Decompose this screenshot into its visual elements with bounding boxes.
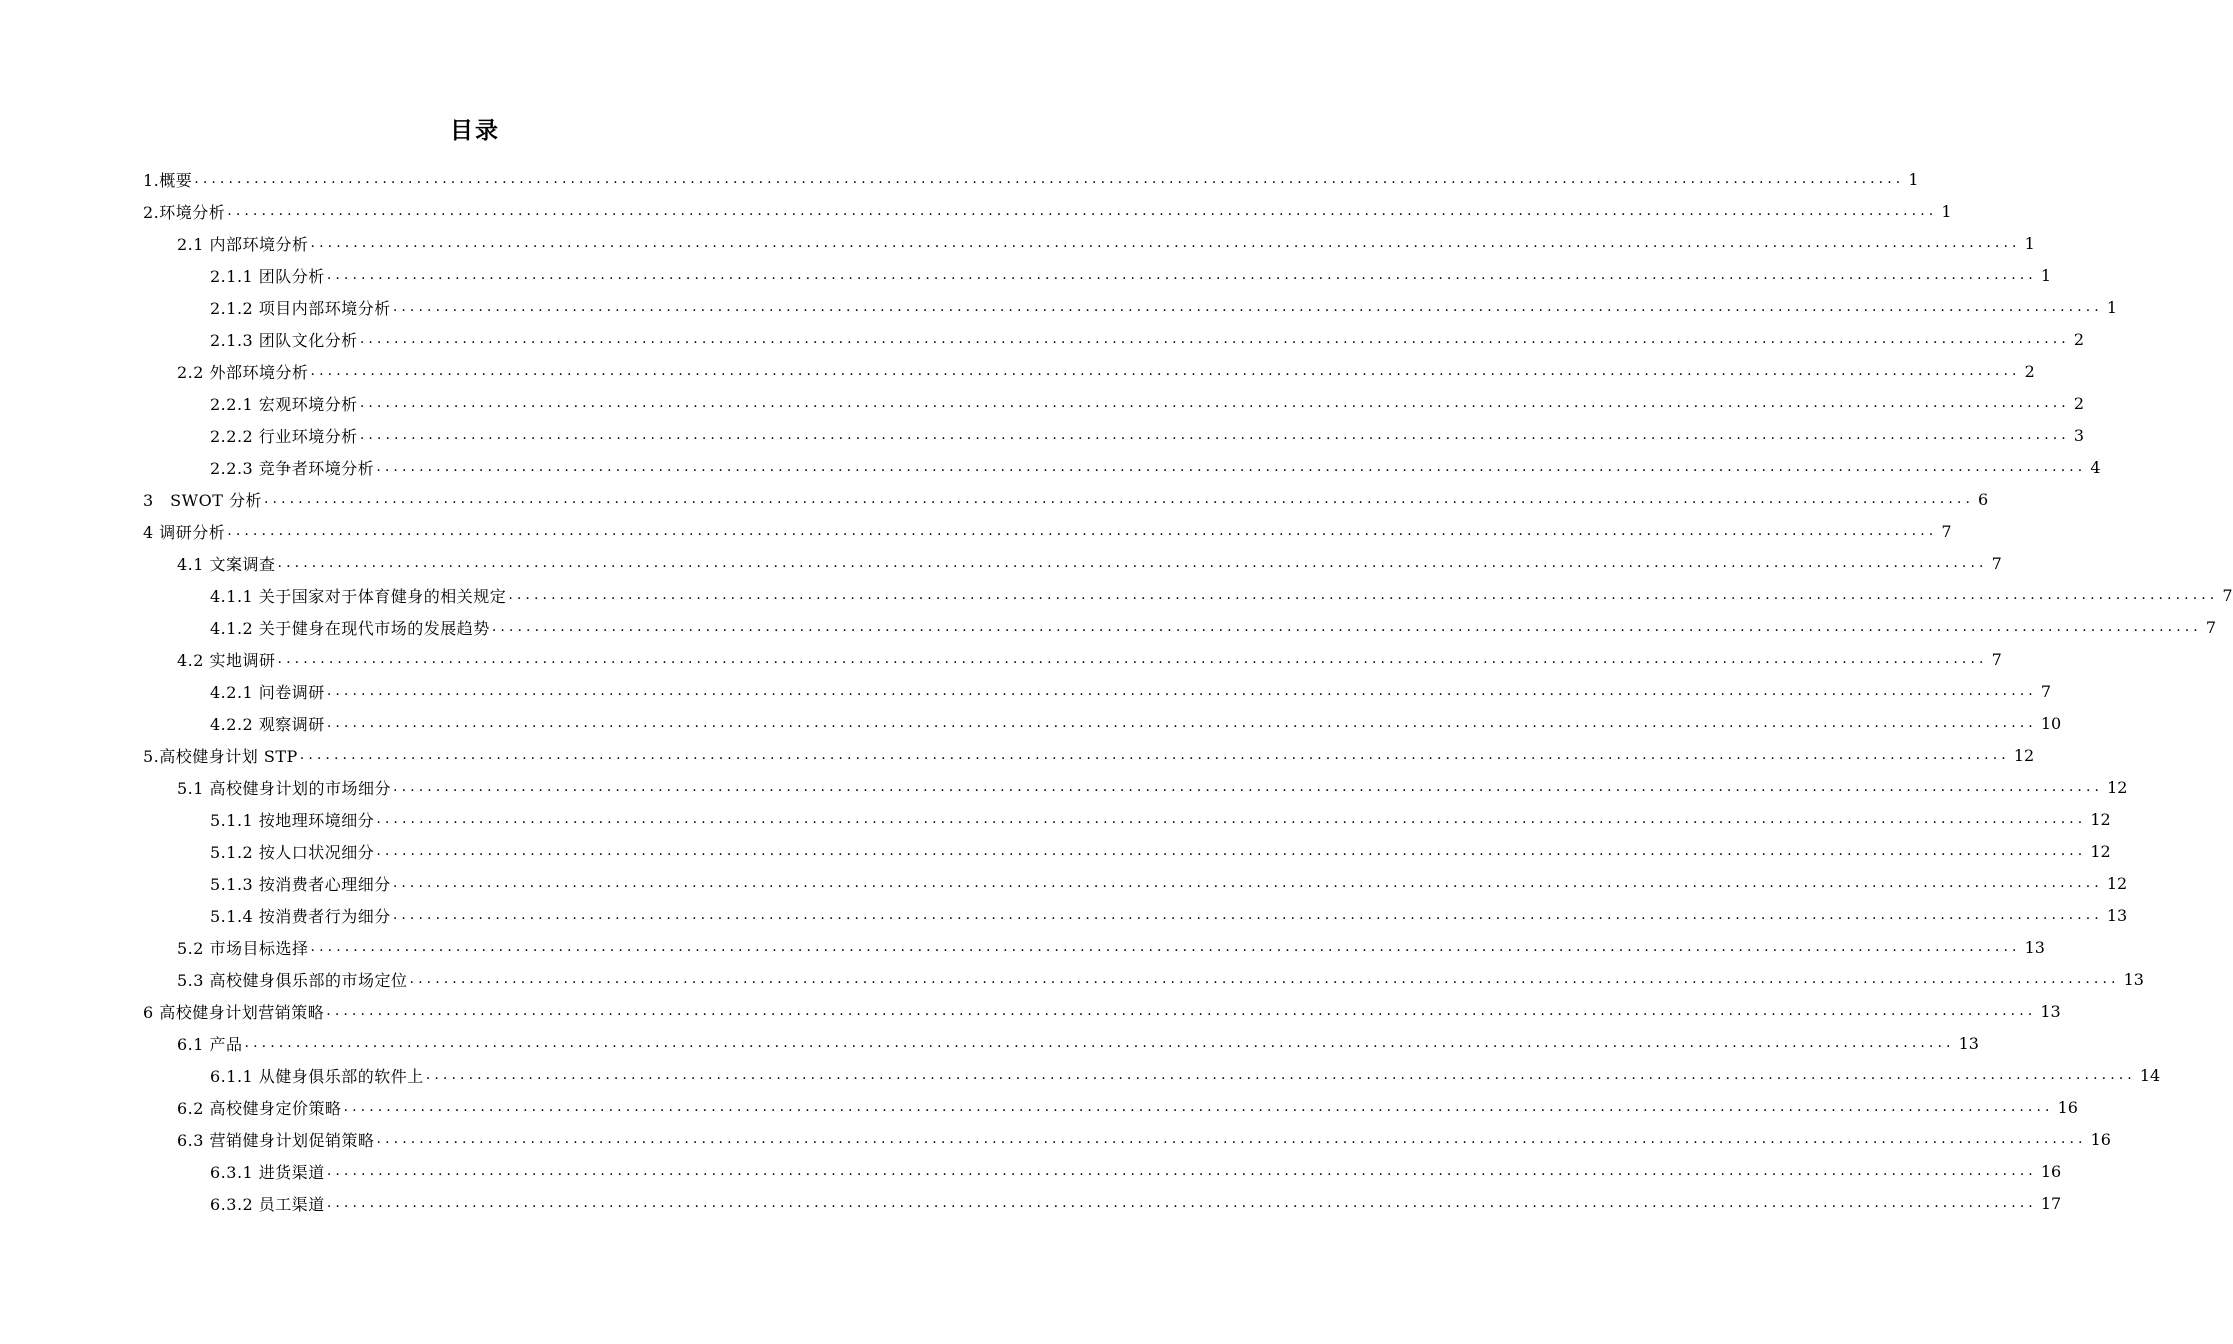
toc-entry-title: 2.2.3 竞争者环境分析	[210, 458, 375, 478]
toc-entry[interactable]	[143, 515, 1952, 547]
toc-entry[interactable]	[210, 1187, 2062, 1219]
toc-entry-title: 5.1.4 按消费者行为细分	[210, 906, 391, 926]
dot-leader: ........................................................................................................................................................................................................	[392, 299, 2103, 315]
toc-entry-title: 1.概要	[143, 170, 193, 190]
toc-entry[interactable]	[177, 227, 2035, 259]
dot-leader: ........................................................................................................................................................................................................	[508, 587, 2219, 603]
toc-entry-page-number: 13	[2106, 905, 2128, 925]
toc-entry-title: 4 调研分析	[143, 522, 226, 542]
dot-leader: ........................................................................................................................................................................................................	[343, 1099, 2054, 1115]
toc-entry-title: 5.3 高校健身俱乐部的市场定位	[177, 970, 408, 990]
toc-entry[interactable]	[177, 963, 2144, 995]
dot-leader: ........................................................................................................................................................................................................	[409, 971, 2120, 987]
dot-leader: ........................................................................................................................................................................................................	[299, 747, 2010, 763]
toc-entry-page-number: 13	[2123, 969, 2144, 989]
toc-entry[interactable]	[210, 803, 2111, 835]
toc-entry[interactable]	[210, 707, 2062, 739]
toc-entry-title: 4.2.2 观察调研	[210, 714, 325, 734]
toc-entry-page-number: 1	[2040, 265, 2052, 285]
dot-leader: ........................................................................................................................................................................................................	[326, 683, 2037, 699]
toc-entry-title: 2.1 内部环境分析	[177, 234, 309, 254]
dot-leader: ........................................................................................................................................................................................................	[359, 427, 2070, 443]
toc-entry[interactable]	[210, 291, 2118, 323]
toc-entry-title: 4.1.1 关于国家对于体育健身的相关规定	[210, 586, 507, 606]
toc-entry[interactable]	[143, 739, 2035, 771]
dot-leader: ........................................................................................................................................................................................................	[425, 1067, 2136, 1083]
toc-entry[interactable]	[210, 451, 2101, 483]
toc-entry-page-number: 3	[2073, 425, 2085, 445]
dot-leader: ........................................................................................................................................................................................................	[227, 523, 1938, 539]
toc-entry[interactable]	[210, 387, 2085, 419]
toc-entry-page-number: 6	[1978, 489, 1989, 509]
toc-entry-page-number: 16	[2057, 1097, 2078, 1117]
toc-entry[interactable]	[143, 163, 1919, 195]
toc-entry[interactable]	[210, 899, 2128, 931]
toc-entry[interactable]	[177, 1091, 2078, 1123]
toc-entry-page-number: 1	[2024, 233, 2035, 253]
toc-entry-page-number: 13	[2024, 937, 2045, 957]
toc-entry-title: 2.环境分析	[143, 202, 226, 222]
toc-entry-page-number: 13	[2040, 1001, 2061, 1021]
toc-entry-page-number: 12	[2013, 745, 2035, 765]
toc-entry[interactable]	[210, 835, 2111, 867]
dot-leader: ........................................................................................................................................................................................................	[326, 1163, 2037, 1179]
toc-entry-page-number: 14	[2139, 1065, 2161, 1085]
dot-leader: ........................................................................................................................................................................................................	[277, 555, 1988, 571]
toc-entry-page-number: 7	[2222, 585, 2233, 605]
dot-leader: ........................................................................................................................................................................................................	[227, 203, 1938, 219]
toc-entry-title: 5.高校健身计划 STP	[143, 746, 298, 766]
toc-entry[interactable]	[177, 1027, 1979, 1059]
toc-entry-title: 2.1.3 团队文化分析	[210, 330, 358, 350]
toc-entry-page-number: 17	[2040, 1193, 2062, 1213]
toc-entry-title: 2.2 外部环境分析	[177, 362, 309, 382]
dot-leader: ........................................................................................................................................................................................................	[392, 907, 2103, 923]
dot-leader: ........................................................................................................................................................................................................	[376, 459, 2087, 475]
toc-entry[interactable]	[177, 1123, 2111, 1155]
toc-entry-page-number: 7	[1991, 553, 2002, 573]
dot-leader: ........................................................................................................................................................................................................	[491, 619, 2202, 635]
toc-entry-title: 2.1.1 团队分析	[210, 266, 325, 286]
toc-entry[interactable]	[143, 483, 1989, 515]
dot-leader: ........................................................................................................................................................................................................	[326, 715, 2037, 731]
toc-entry[interactable]	[177, 547, 2002, 579]
toc-entry-page-number: 12	[2090, 841, 2111, 861]
toc-entry-page-number: 16	[2040, 1161, 2062, 1181]
toc-entry-title: 6.3.2 员工渠道	[210, 1194, 325, 1214]
toc-entry[interactable]	[210, 1059, 2161, 1091]
toc-entry-title: 6.1.1 从健身俱乐部的软件上	[210, 1066, 424, 1086]
dot-leader: ........................................................................................................................................................................................................	[359, 395, 2070, 411]
toc-entry-page-number: 12	[2107, 777, 2128, 797]
toc-entry[interactable]	[210, 259, 2052, 291]
toc-entry-page-number: 7	[1991, 649, 2002, 669]
toc-entry-page-number: 10	[2040, 713, 2062, 733]
toc-entry-page-number: 1	[2106, 297, 2118, 317]
toc-entry[interactable]	[177, 771, 2128, 803]
toc-entry-title: 5.1.3 按消费者心理细分	[210, 874, 391, 894]
toc-entry-page-number: 7	[2040, 681, 2052, 701]
toc-entry[interactable]	[210, 611, 2217, 643]
toc-entry-title: 4.1 文案调查	[177, 554, 276, 574]
toc-entry[interactable]	[177, 931, 2045, 963]
toc-entry-page-number: 13	[1958, 1033, 1979, 1053]
toc-entry[interactable]	[177, 355, 2035, 387]
toc-entry-page-number: 1	[1941, 201, 1952, 221]
dot-leader: ........................................................................................................................................................................................................	[359, 331, 2070, 347]
toc-entry[interactable]	[210, 675, 2052, 707]
toc-entry-title: 4.2.1 问卷调研	[210, 682, 325, 702]
toc-entry-title: 5.2 市场目标选择	[177, 938, 309, 958]
toc-entry-page-number: 2	[2073, 393, 2085, 413]
toc-entry-title: 4.1.2 关于健身在现代市场的发展趋势	[210, 618, 490, 638]
dot-leader: ........................................................................................................................................................................................................	[326, 267, 2037, 283]
toc-entry-page-number: 12	[2106, 873, 2128, 893]
toc-entry[interactable]	[210, 579, 2233, 611]
dot-leader: ........................................................................................................................................................................................................	[277, 651, 1988, 667]
toc-entry-page-number: 7	[2205, 617, 2217, 637]
dot-leader: ........................................................................................................................................................................................................	[326, 1195, 2037, 1211]
toc-entry-page-number: 4	[2090, 457, 2101, 477]
toc-entry-page-number: 1	[1908, 169, 1919, 189]
dot-leader: ........................................................................................................................................................................................................	[263, 491, 1975, 507]
toc-entry-title: 3 SWOT 分析	[143, 490, 262, 510]
dot-leader: ........................................................................................................................................................................................................	[376, 811, 2087, 827]
dot-leader: ........................................................................................................................................................................................................	[244, 1035, 1955, 1051]
dot-leader: ........................................................................................................................................................................................................	[194, 171, 1905, 187]
toc-entry[interactable]	[177, 643, 2002, 675]
dot-leader: ........................................................................................................................................................................................................	[376, 843, 2087, 859]
dot-leader: ........................................................................................................................................................................................................	[310, 939, 2021, 955]
toc-entry-title: 2.2.1 宏观环境分析	[210, 394, 358, 414]
toc-entry[interactable]	[143, 995, 2061, 1027]
toc-entry[interactable]	[143, 195, 1952, 227]
toc-entry-page-number: 2	[2024, 361, 2035, 381]
toc-entry-title: 6.3 营销健身计划促销策略	[177, 1130, 375, 1150]
toc-entry-title: 5.1.2 按人口状况细分	[210, 842, 375, 862]
page-title: 目录	[450, 118, 500, 144]
toc-entry[interactable]	[210, 323, 2085, 355]
dot-leader: ........................................................................................................................................................................................................	[310, 235, 2021, 251]
toc-entry[interactable]	[210, 867, 2128, 899]
toc-entry-title: 5.1.1 按地理环境细分	[210, 810, 375, 830]
toc-entry-title: 6.3.1 进货渠道	[210, 1162, 325, 1182]
toc-entry-title: 6.2 高校健身定价策略	[177, 1098, 342, 1118]
toc-entry-title: 6 高校健身计划营销策略	[143, 1002, 325, 1022]
toc-entry-page-number: 7	[1941, 521, 1952, 541]
toc-entry-title: 2.1.2 项目内部环境分析	[210, 298, 391, 318]
toc-entry-title: 6.1 产品	[177, 1034, 243, 1054]
toc-entry-page-number: 12	[2090, 809, 2111, 829]
toc-entry-title: 2.2.2 行业环境分析	[210, 426, 358, 446]
dot-leader: ........................................................................................................................................................................................................	[376, 1131, 2087, 1147]
dot-leader: ........................................................................................................................................................................................................	[393, 779, 2104, 795]
dot-leader: ........................................................................................................................................................................................................	[392, 875, 2103, 891]
toc-entry-title: 4.2 实地调研	[177, 650, 276, 670]
toc-entry-page-number: 2	[2073, 329, 2085, 349]
toc-entry[interactable]	[210, 419, 2085, 451]
toc-entry[interactable]	[210, 1155, 2062, 1187]
toc-entry-page-number: 16	[2090, 1129, 2111, 1149]
dot-leader: ........................................................................................................................................................................................................	[326, 1003, 2037, 1019]
dot-leader: ........................................................................................................................................................................................................	[310, 363, 2021, 379]
toc-entry-title: 5.1 高校健身计划的市场细分	[177, 778, 392, 798]
